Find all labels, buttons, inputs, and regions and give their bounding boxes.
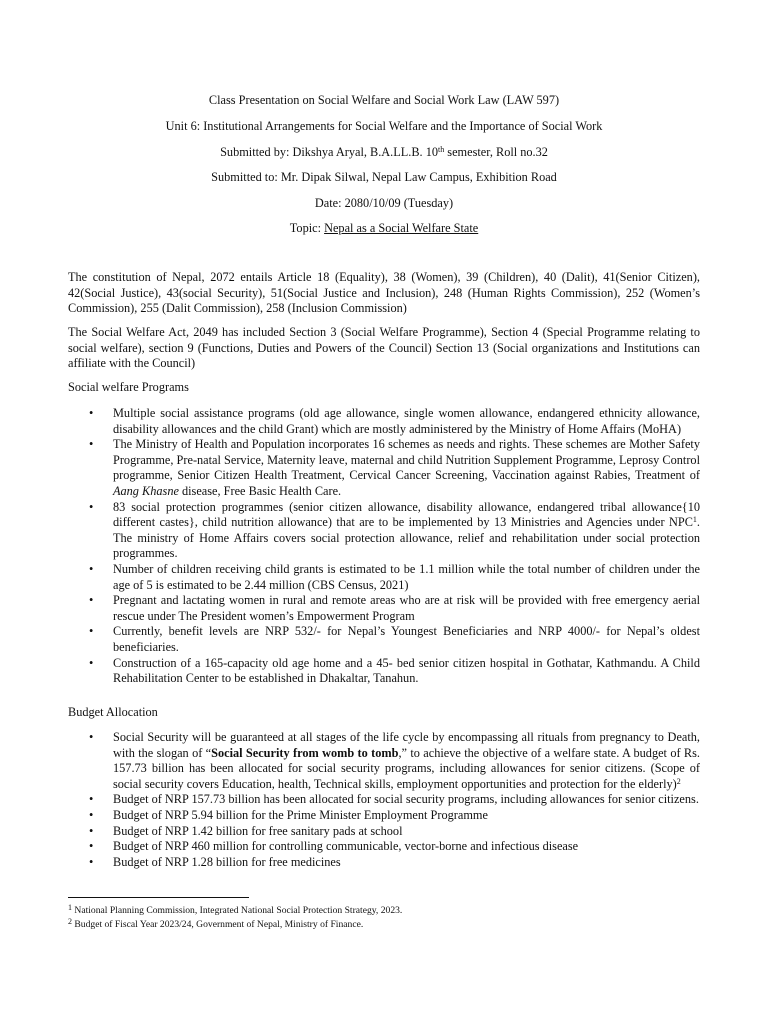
footnote-2 (68, 919, 700, 931)
list-item (0, 839, 768, 855)
bullet-icon: • (89, 406, 94, 420)
list-item-text: 83 social protection programmes (senior citizen allowance, disability allowance, endangered tribal allowance{10 different castes}, child nutrition allowance) that are to be implemented by 13 Ministries and Agencies under NPC (113, 499, 700, 530)
list-item-text-end: disease, Free Basic Health Care. (178, 483, 342, 498)
list-item-text: The Ministry of Health and Population incorporates 16 schemes as needs and rights. These schemes are Mother Safety Programme, Pre-natal Service, Maternity leave, maternal and child Nutrition Supplement Programme, Leprosy Control programme, Senior Citizen Health Treatment, Cervical Cancer Screening, Vaccination against Rabies, Treatment of (113, 437, 700, 483)
list-item-text: Multiple social assistance programs (old age allowance, single women allowance, endangered ethnicity allowance, disability allowances and the child Grant) which are mostly administered by the Ministry of Home Affairs (MoHA) (113, 406, 700, 436)
list-item-text: Budget of NRP 460 million for controlling communicable, vector-borne and infectious disease (113, 839, 579, 854)
submitted-by (0, 145, 768, 161)
unit-title: Unit 6: Institutional Arrangements for Social Welfare and the Importance of Social Work (165, 119, 603, 133)
bullet-icon: • (89, 437, 94, 452)
list-item (0, 792, 768, 808)
bullet-icon: • (89, 499, 94, 514)
list-item-text: Number of children receiving child grants is estimated to be 1.1 million while the total number of children under the age of 5 is estimated to be 2.44 million (CBS Census, 2021) (113, 561, 700, 592)
bullet-icon: • (89, 561, 94, 576)
submitted-to: Submitted to: Mr. Dipak Silwal, Nepal Law Campus, Exhibition Road (211, 170, 557, 184)
topic-value: Nepal as a Social Welfare State (324, 221, 479, 235)
slogan: Social Security from womb to tomb (211, 745, 399, 760)
footnote-marker: 1 (68, 903, 72, 912)
footnote-ref-1: 1 (692, 515, 697, 525)
footnote-ref-2: 2 (676, 776, 681, 786)
course-title: Class Presentation on Social Welfare and Social Work Law (LAW 597) (208, 93, 560, 107)
footnote-text: Budget of Fiscal Year 2023/24, Government of Nepal, Ministry of Finance. (72, 919, 364, 930)
list-item (0, 808, 768, 824)
list-item (0, 855, 768, 871)
list-item-text-end: . The ministry of Home Affairs covers social protection allowance, relief and rehabilitation under social protection programmes. (113, 515, 700, 561)
topic-line (0, 221, 768, 237)
footnote-marker: 2 (68, 917, 72, 926)
footnote-1 (68, 905, 700, 917)
bullet-icon: • (89, 839, 94, 854)
list-item (0, 500, 768, 562)
list-item-text: Construction of a 165-capacity old age home and a 45- bed senior citizen hospital in Gothatar, Kathmandu. A Child Rehabilitation Center to be established in Dhakaltar, Tanahun. (113, 655, 700, 686)
list-item-text: Budget of NRP 1.42 billion for free sanitary pads at school (113, 823, 403, 838)
submitted-by-rest: semester, Roll no.32 (444, 145, 548, 159)
bullet-icon: • (89, 823, 94, 838)
budget-list (0, 730, 768, 870)
list-item (0, 624, 768, 655)
bullet-icon: • (89, 730, 94, 744)
list-item-text-end: ,” to achieve the objective of a welfare state. A budget of Rs. 157.73 billion has been allocated for social security programs, including allowances for senior citizens. (Scope of social security covers Education, health, Technical skills, employment opportunities and protection for the elderly) (113, 745, 700, 791)
budget-heading: Budget Allocation (68, 705, 158, 719)
bullet-icon: • (89, 792, 94, 807)
list-item (0, 656, 768, 687)
bullet-icon: • (89, 854, 94, 869)
bullet-icon: • (89, 624, 94, 639)
list-item-text: Budget of NRP 157.73 billion has been allocated for social security programs, including allowances for senior citizens. (113, 792, 699, 807)
ordinal-suffix: th (438, 145, 445, 154)
list-item (0, 437, 768, 499)
bullet-icon: • (89, 807, 94, 822)
programs-list (0, 406, 768, 687)
list-item (0, 406, 768, 437)
list-item-text: Budget of NRP 1.28 billion for free medicines (113, 854, 341, 869)
list-item (0, 593, 768, 624)
list-item (0, 730, 768, 792)
constitution-paragraph: The constitution of Nepal, 2072 entails Article 18 (Equality), 38 (Women), 39 (Children), 40 (Dalit), 41(Senior Citizen), 42(Social Justice), 43(social Security), 51(Social Justice and Inclusion), 248 (Human Rights Commission), 252 (Women’s Commission), 255 (Dalit Commission), 258 (Inclusion Commission) (68, 270, 700, 316)
social-welfare-act-paragraph: The Social Welfare Act, 2049 has included Section 3 (Social Welfare Programme), Section 4 (Special Programme relating to social welfare), section 9 (Functions, Duties and Powers of the Council) Section 13 (Social organizations and Institutions can affiliate with the Council) (68, 325, 700, 371)
submitted-by-text: Submitted by: Dikshya Aryal, B.A.LL.B. 10 (220, 145, 438, 159)
list-item-text: Budget of NRP 5.94 billion for the Prime Minister Employment Programme (113, 807, 488, 822)
disease-name: Aang Khasne (113, 483, 179, 498)
topic-label: Topic: (289, 221, 325, 235)
programs-heading: Social welfare Programs (68, 380, 189, 394)
date-line: Date: 2080/10/09 (Tuesday) (314, 196, 454, 210)
bullet-icon: • (89, 655, 94, 670)
list-item-text: Currently, benefit levels are NRP 532/- for Nepal’s Youngest Beneficiaries and NRP 4000/- for Nepal’s oldest beneficiaries. (113, 624, 700, 654)
list-item (0, 562, 768, 593)
footnote-divider (68, 897, 249, 898)
list-item-text: Pregnant and lactating women in rural and remote areas who are at risk will be provided with free emergency aerial rescue under The President women’s Empowerment Program (113, 593, 700, 623)
list-item-text: Social Security will be guaranteed at all stages of the life cycle by encompassing all rituals from pregnancy to Death, with the slogan of “ (113, 730, 700, 760)
list-item (0, 824, 768, 840)
footnote-text: National Planning Commission, Integrated National Social Protection Strategy, 2023. (72, 905, 403, 916)
bullet-icon: • (89, 593, 94, 608)
